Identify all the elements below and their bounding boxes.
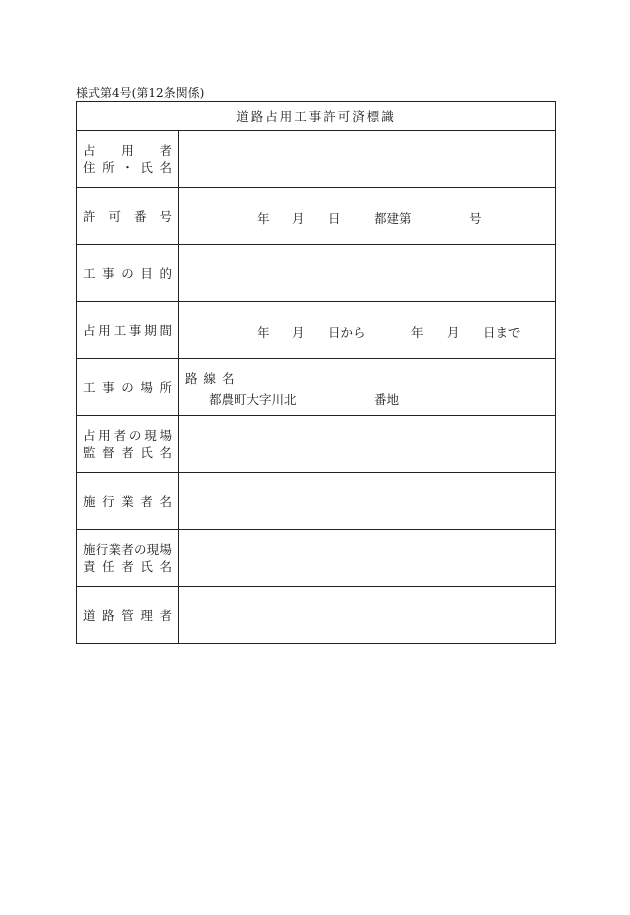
label-char: 目 xyxy=(140,265,153,281)
label-char: 者 xyxy=(113,428,127,443)
label-char: 用 xyxy=(98,428,111,443)
label-char: 監 xyxy=(83,445,96,460)
permit-month: 月 xyxy=(292,211,305,226)
label-char: 者 xyxy=(121,559,134,574)
occupant-supervisor-value[interactable] xyxy=(179,416,555,472)
purpose-value[interactable] xyxy=(179,245,555,301)
location-value[interactable] xyxy=(179,359,555,415)
label-line xyxy=(83,493,172,510)
period-label xyxy=(77,302,179,358)
label-line xyxy=(83,427,172,444)
label-char: 施 xyxy=(83,542,96,557)
label-char: 事 xyxy=(102,265,115,281)
label-line xyxy=(83,607,172,624)
purpose-label xyxy=(77,245,179,301)
row-period xyxy=(77,302,555,359)
label-char: 名 xyxy=(159,493,172,509)
contractor-manager-label xyxy=(77,530,179,586)
label-char: 的 xyxy=(159,265,172,281)
period-day-from: 日から xyxy=(328,325,366,340)
contractor-value[interactable] xyxy=(179,473,555,529)
row-contractor xyxy=(77,473,555,530)
sign-title: 道路占用工事許可済標識 xyxy=(77,102,555,131)
label-char: 現 xyxy=(146,542,160,557)
label-char: 間 xyxy=(159,322,172,338)
label-char: 名 xyxy=(159,160,172,175)
permit-number-value[interactable] xyxy=(179,188,555,244)
label-char: 者 xyxy=(159,143,172,158)
label-char: 名 xyxy=(159,559,172,574)
label-char: 現 xyxy=(144,428,157,443)
location-lot-suffix: 番地 xyxy=(374,392,400,407)
route-name-label: 路線名 xyxy=(185,371,241,386)
permit-sign-table xyxy=(76,101,556,644)
label-char: 路 xyxy=(102,607,115,623)
location-label xyxy=(77,359,179,415)
row-occupant xyxy=(77,131,555,188)
label-char: 責 xyxy=(83,559,96,574)
period-day-to: 日まで xyxy=(483,325,521,340)
row-contractor-manager xyxy=(77,530,555,587)
label-char: 所 xyxy=(159,379,172,395)
label-char: 督 xyxy=(102,445,115,460)
contractor-manager-value[interactable] xyxy=(179,530,555,586)
label-char: 場 xyxy=(140,379,153,395)
permit-year: 年 xyxy=(257,211,270,226)
label-char: 所 xyxy=(102,160,115,175)
label-char: 道 xyxy=(83,607,96,623)
period-month-to: 月 xyxy=(447,325,460,340)
label-char: 事 xyxy=(102,379,115,395)
road-administrator-value[interactable] xyxy=(179,587,555,643)
label-char: 場 xyxy=(159,542,172,557)
permit-day: 日 xyxy=(328,211,341,226)
label-char: 者 xyxy=(121,542,134,557)
label-line xyxy=(83,208,172,225)
occupant-label xyxy=(77,131,179,187)
label-char: 氏 xyxy=(140,445,153,460)
label-char: の xyxy=(128,428,142,443)
row-permit-number xyxy=(77,188,555,245)
period-year-to: 年 xyxy=(411,325,424,340)
label-char: 行 xyxy=(95,542,109,557)
label-char: 期 xyxy=(144,322,157,338)
label-char: 号 xyxy=(159,208,172,224)
label-line xyxy=(83,444,172,461)
form-reference: 様式第4号(第12条関係) xyxy=(76,86,205,100)
label-char: 任 xyxy=(102,559,115,574)
label-char: の xyxy=(133,542,147,557)
permit-suffix: 号 xyxy=(469,211,482,226)
label-char: 占 xyxy=(83,322,96,338)
label-char: ・ xyxy=(121,160,134,175)
permit-number-label xyxy=(77,188,179,244)
label-char: 管 xyxy=(121,607,134,623)
label-char: 許 xyxy=(83,208,96,224)
label-char: 氏 xyxy=(140,160,153,175)
label-char: 用 xyxy=(121,143,134,158)
label-char: 住 xyxy=(83,160,96,175)
permit-prefix: 都建第 xyxy=(374,211,412,226)
label-char: の xyxy=(121,265,134,281)
contractor-label xyxy=(77,473,179,529)
label-char: 業 xyxy=(108,542,121,557)
label-char: 業 xyxy=(121,493,134,509)
label-line xyxy=(83,265,172,282)
occupant-value[interactable] xyxy=(179,131,555,187)
label-char: 工 xyxy=(83,265,96,281)
label-char: 占 xyxy=(83,428,96,443)
label-line xyxy=(83,558,172,575)
label-line xyxy=(83,379,172,396)
label-char: 事 xyxy=(128,322,142,338)
label-char: 番 xyxy=(133,208,147,224)
label-char: 名 xyxy=(159,445,172,460)
label-line xyxy=(83,541,172,558)
label-char: の xyxy=(121,379,134,395)
label-char: 工 xyxy=(83,379,96,395)
label-char: 占 xyxy=(83,143,96,158)
row-location xyxy=(77,359,555,416)
row-road-administrator xyxy=(77,587,555,643)
location-address: 都農町大字川北 xyxy=(209,392,297,407)
label-line xyxy=(83,322,172,339)
label-char: 者 xyxy=(121,445,134,460)
label-line xyxy=(83,142,172,159)
road-administrator-label xyxy=(77,587,179,643)
row-purpose xyxy=(77,245,555,302)
label-char: 可 xyxy=(108,208,121,224)
label-char: 施 xyxy=(83,493,96,509)
period-month-from: 月 xyxy=(292,325,305,340)
occupant-supervisor-label xyxy=(77,416,179,472)
label-char: 用 xyxy=(98,322,111,338)
label-char: 場 xyxy=(159,428,172,443)
label-char: 氏 xyxy=(140,559,153,574)
row-occupant-supervisor xyxy=(77,416,555,473)
label-char: 行 xyxy=(102,493,115,509)
period-year-from: 年 xyxy=(257,325,270,340)
label-char: 者 xyxy=(159,607,172,623)
label-line xyxy=(83,159,172,176)
label-char: 工 xyxy=(113,322,127,338)
period-value[interactable] xyxy=(179,302,555,358)
label-char: 理 xyxy=(140,607,153,623)
label-char: 者 xyxy=(140,493,153,509)
